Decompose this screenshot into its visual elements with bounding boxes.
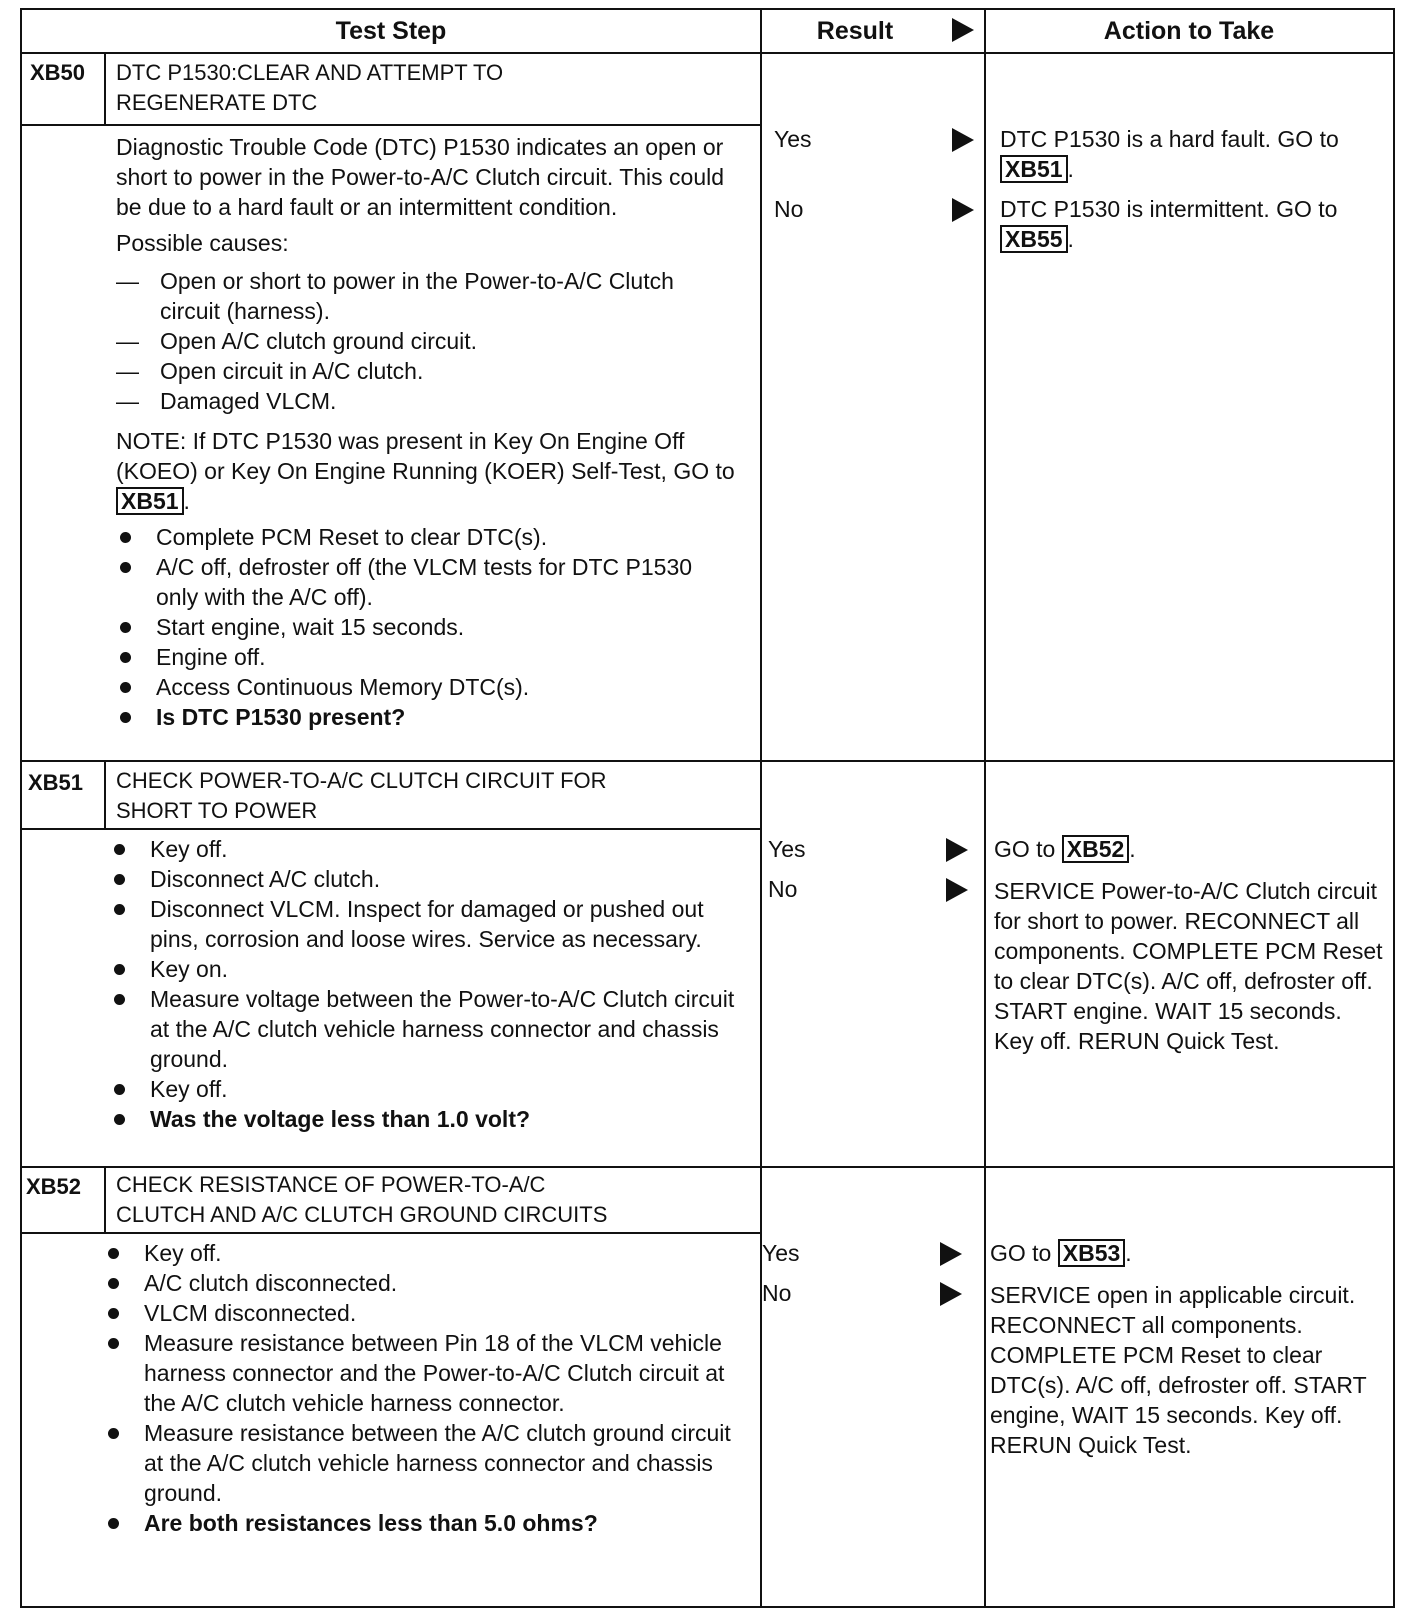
column-divider-result [760,10,762,1606]
header-action: Action to Take [1103,17,1275,45]
title-line: DTC P1530:CLEAR AND ATTEMPT TO [116,60,504,85]
header-arrow-icon [952,18,974,42]
step-ref-xb52[interactable]: XB52 [1062,835,1130,863]
procedure-item: Start engine, wait 15 seconds. [116,612,736,642]
result-no-xb52: No [762,1280,792,1306]
procedure-item: Access Continuous Memory DTC(s). [116,672,736,702]
title-line: SHORT TO POWER [116,798,318,823]
procedure-item: Key off. [104,1238,740,1268]
title-line: CHECK RESISTANCE OF POWER-TO-A/C [116,1172,546,1197]
step-id-xb51: XB51 [28,770,84,795]
procedure-item: VLCM disconnected. [104,1298,740,1328]
note-text: NOTE: If DTC P1530 was present in Key On Engine Off (KOEO) or Key On Engine Running (KOER) Self-Test, GO to XB51 . [116,428,735,514]
title-line: CLUTCH AND A/C CLUTCH GROUND CIRCUITS [116,1202,608,1227]
step-body-xb51 [110,834,740,1134]
step-id-divider [104,52,106,124]
step-ref-xb53[interactable]: XB53 [1058,1239,1126,1267]
step-title-xb52 [116,1170,607,1230]
action-no-xb50: DTC P1530 is intermittent. GO to XB55 . [1000,196,1338,252]
action-no-xb51: SERVICE Power-to-A/C Clutch circuit for short to power. RECONNECT all components. COMPLETE PCM Reset to clear DTC(s). A/C off, defroster off. START engine. WAIT 15 seconds. Key off. RERUN Quick Test. [994,878,1383,1054]
title-line: REGENERATE DTC [116,90,318,115]
step-id-divider [104,1166,106,1232]
procedure-item: Disconnect VLCM. Inspect for damaged or pushed out pins, corrosion and loose wires. Service as necessary. [110,894,740,954]
result-arrow-icon [940,1282,962,1306]
procedure-question: Is DTC P1530 present? [116,702,736,732]
action-yes-xb50: DTC P1530 is a hard fault. GO to XB51 . [1000,126,1339,182]
result-arrow-icon [940,1242,962,1266]
procedure-item: Disconnect A/C clutch. [110,864,740,894]
header-test-step: Test Step [335,17,447,45]
step-ref-xb51[interactable]: XB51 [116,487,184,515]
column-divider-action [984,10,986,1606]
procedure-item: A/C clutch disconnected. [104,1268,740,1298]
procedure-item: Measure voltage between the Power-to-A/C Clutch circuit at the A/C clutch vehicle harness connector and chassis ground. [110,984,740,1074]
procedure-list [110,834,740,1134]
procedure-item: Key off. [110,1074,740,1104]
procedure-list [116,522,736,732]
cause-item: — Open or short to power in the Power-to-A/C Clutch circuit (harness). [116,268,674,324]
causes-list [116,266,736,416]
procedure-item: A/C off, defroster off (the VLCM tests for DTC P1530 only with the A/C off). [116,552,736,612]
procedure-question: Are both resistances less than 5.0 ohms? [104,1508,740,1538]
result-yes-xb52: Yes [762,1240,800,1266]
step-divider [22,1166,1393,1168]
header-result: Result [816,17,894,45]
result-no-xb51: No [768,876,798,902]
step-title-xb51 [116,766,607,826]
cause-item: — Damaged VLCM. [116,388,337,414]
cause-item: — Open A/C clutch ground circuit. [116,328,478,354]
action-no-xb52: SERVICE open in applicable circuit. RECONNECT all components. COMPLETE PCM Reset to clear DTC(s). A/C off, defroster off. START engine, WAIT 15 seconds. Key off. RERUN Quick Test. [990,1282,1367,1458]
action-yes-xb51: GO to XB52 . [994,836,1136,862]
result-no-xb50: No [774,196,804,222]
intro-text: Diagnostic Trouble Code (DTC) P1530 indicates an open or short to power in the Power-to-A/C Clutch circuit. This could be due to a hard fault or an intermittent condition. [116,134,725,220]
procedure-item: Measure resistance between Pin 18 of the VLCM vehicle harness connector and the Power-to-A/C Clutch circuit at the A/C clutch vehicle harness connector. [104,1328,740,1418]
title-line: CHECK POWER-TO-A/C CLUTCH CIRCUIT FOR [116,768,607,793]
result-yes-xb50: Yes [774,126,812,152]
step-body-xb52 [104,1238,740,1538]
step-ref-xb55[interactable]: XB55 [1000,225,1068,253]
procedure-item: Key off. [110,834,740,864]
result-arrow-icon [946,878,968,902]
step-id-divider [104,760,106,828]
step-divider [22,760,1393,762]
procedure-item: Measure resistance between the A/C clutch ground circuit at the A/C clutch vehicle harness connector and chassis ground. [104,1418,740,1508]
procedure-list [104,1238,740,1538]
header-divider [22,52,1393,54]
cause-item: — Open circuit in A/C clutch. [116,358,424,384]
procedure-item: Key on. [110,954,740,984]
possible-causes-label: Possible causes: [116,230,289,256]
result-arrow-icon [952,198,974,222]
result-arrow-icon [946,838,968,862]
action-yes-xb52: GO to XB53 . [990,1240,1132,1266]
step-ref-xb51[interactable]: XB51 [1000,155,1068,183]
procedure-question: Was the voltage less than 1.0 volt? [110,1104,740,1134]
procedure-item: Complete PCM Reset to clear DTC(s). [116,522,736,552]
step-id-xb52: XB52 [26,1174,82,1199]
title-divider [22,828,760,830]
diagnostic-table [20,8,1395,1608]
step-title-xb50 [116,58,503,118]
step-body-xb50 [116,132,736,732]
procedure-item: Engine off. [116,642,736,672]
title-divider [22,1232,760,1234]
title-divider [22,124,760,126]
result-yes-xb51: Yes [768,836,806,862]
step-id-xb50: XB50 [30,60,86,85]
result-arrow-icon [952,128,974,152]
